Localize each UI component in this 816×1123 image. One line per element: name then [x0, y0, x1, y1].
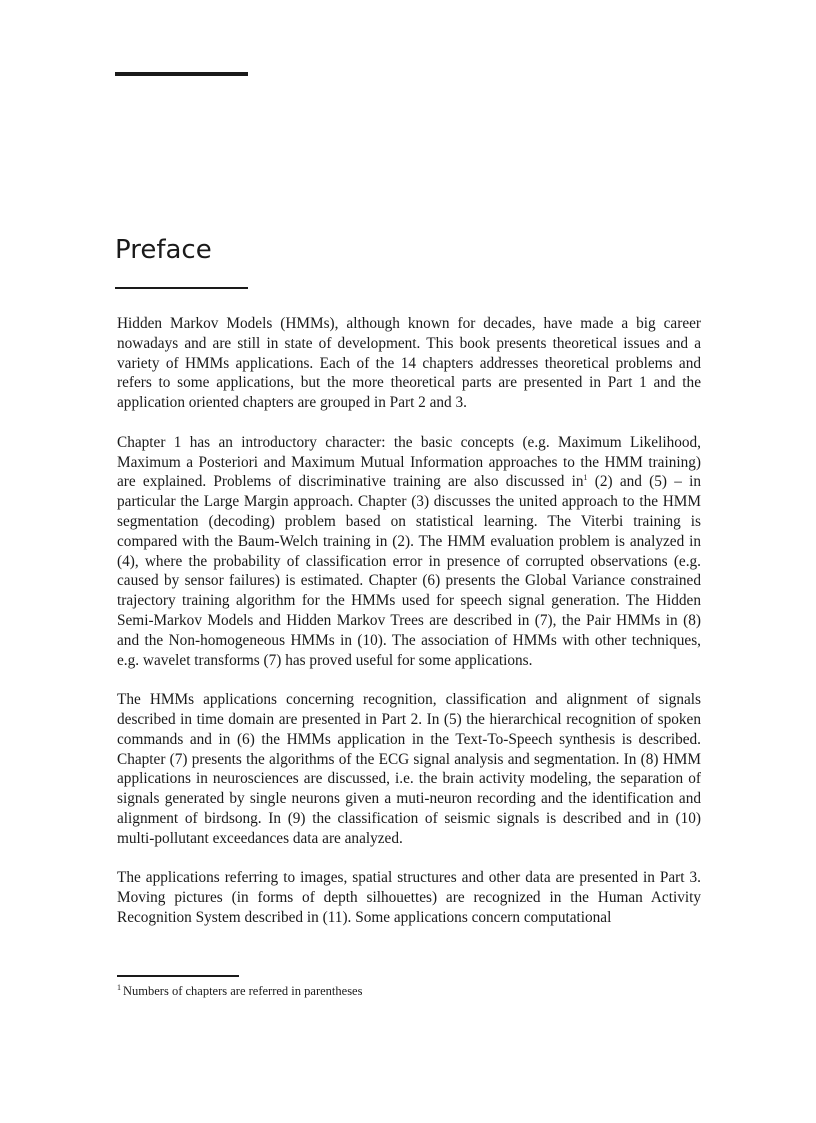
footnote-rule	[117, 975, 239, 977]
paragraph-part-1	[117, 433, 701, 671]
footnote-text: Numbers of chapters are referred in parentheses	[123, 984, 363, 998]
page-title: Preface	[115, 235, 212, 265]
paragraph-part-3: The applications referring to images, spatial structures and other data are presented in Part 3. Moving pictures (in forms of depth silhouettes) are recognized in the Human Activity Recognition System described in (11). Some applications concern computational	[117, 869, 701, 926]
paragraph-part-2: The HMMs applications concerning recognition, classification and alignment of signals described in time domain are presented in Part 2. In (5) the hierarchical recognition of spoken commands and in (6) the HMMs application in the Text-To-Speech synthesis is described. Chapter (7) presents the algorithms of the ECG signal analysis and segmentation. In (8) HMM applications in neurosciences are discussed, i.e. the brain activity modeling, the separation of signals generated by single neurons given a muti-neuron recording and the identification and alignment of birdsong. In (9) the classification of seismic signals is described and in (10) multi-pollutant exceedances data are analyzed.	[117, 691, 701, 847]
paragraph-part-1-text-after: (2) and (5) – in particular the Large Margin approach. Chapter (3) discusses the united approach to the HMM segmentation (decoding) problem based on statistical learning. The Viterbi training is compared with the Baum-Welch training in (2). The HMM evaluation problem is analyzed in (4), where the probability of classification error in presence of corrupted observations (e.g. caused by sensor failures) is estimated. Chapter (6) presents the Global Variance constrained trajectory training algorithm for the HMMs used for speech signal generation. The Hidden Semi-Markov Models and Hidden Markov Trees are described in (7), the Pair HMMs in (8) and the Non-homogeneous HMMs in (10). The association of HMMs with other techniques, e.g. wavelet transforms (7) has proved useful for some applications.	[117, 473, 702, 669]
footnote-marker: 1	[117, 982, 121, 992]
footnote-reference[interactable]: 1	[583, 473, 588, 483]
paragraph-part-1-text-before: Chapter 1 has an introductory character: the basic concepts (e.g. Maximum Likelihood, Maximum a Posteriori and Maximum Mutual Information approaches to the HMM training) are explained. Problems of discriminative training are also discussed in	[117, 433, 701, 491]
paragraph-intro: Hidden Markov Models (HMMs), although known for decades, have made a big career nowadays and are still in state of development. This book presents theoretical issues and a variety of HMMs applications. Each of the 14 chapters addresses theoretical problems and refers to some applications, but the more theoretical parts are presented in Part 1 and the application oriented chapters are grouped in Part 2 and 3.	[117, 315, 701, 412]
top-rule	[115, 72, 248, 76]
title-underline	[115, 287, 248, 289]
footnote	[117, 983, 362, 999]
body-text	[117, 314, 701, 928]
